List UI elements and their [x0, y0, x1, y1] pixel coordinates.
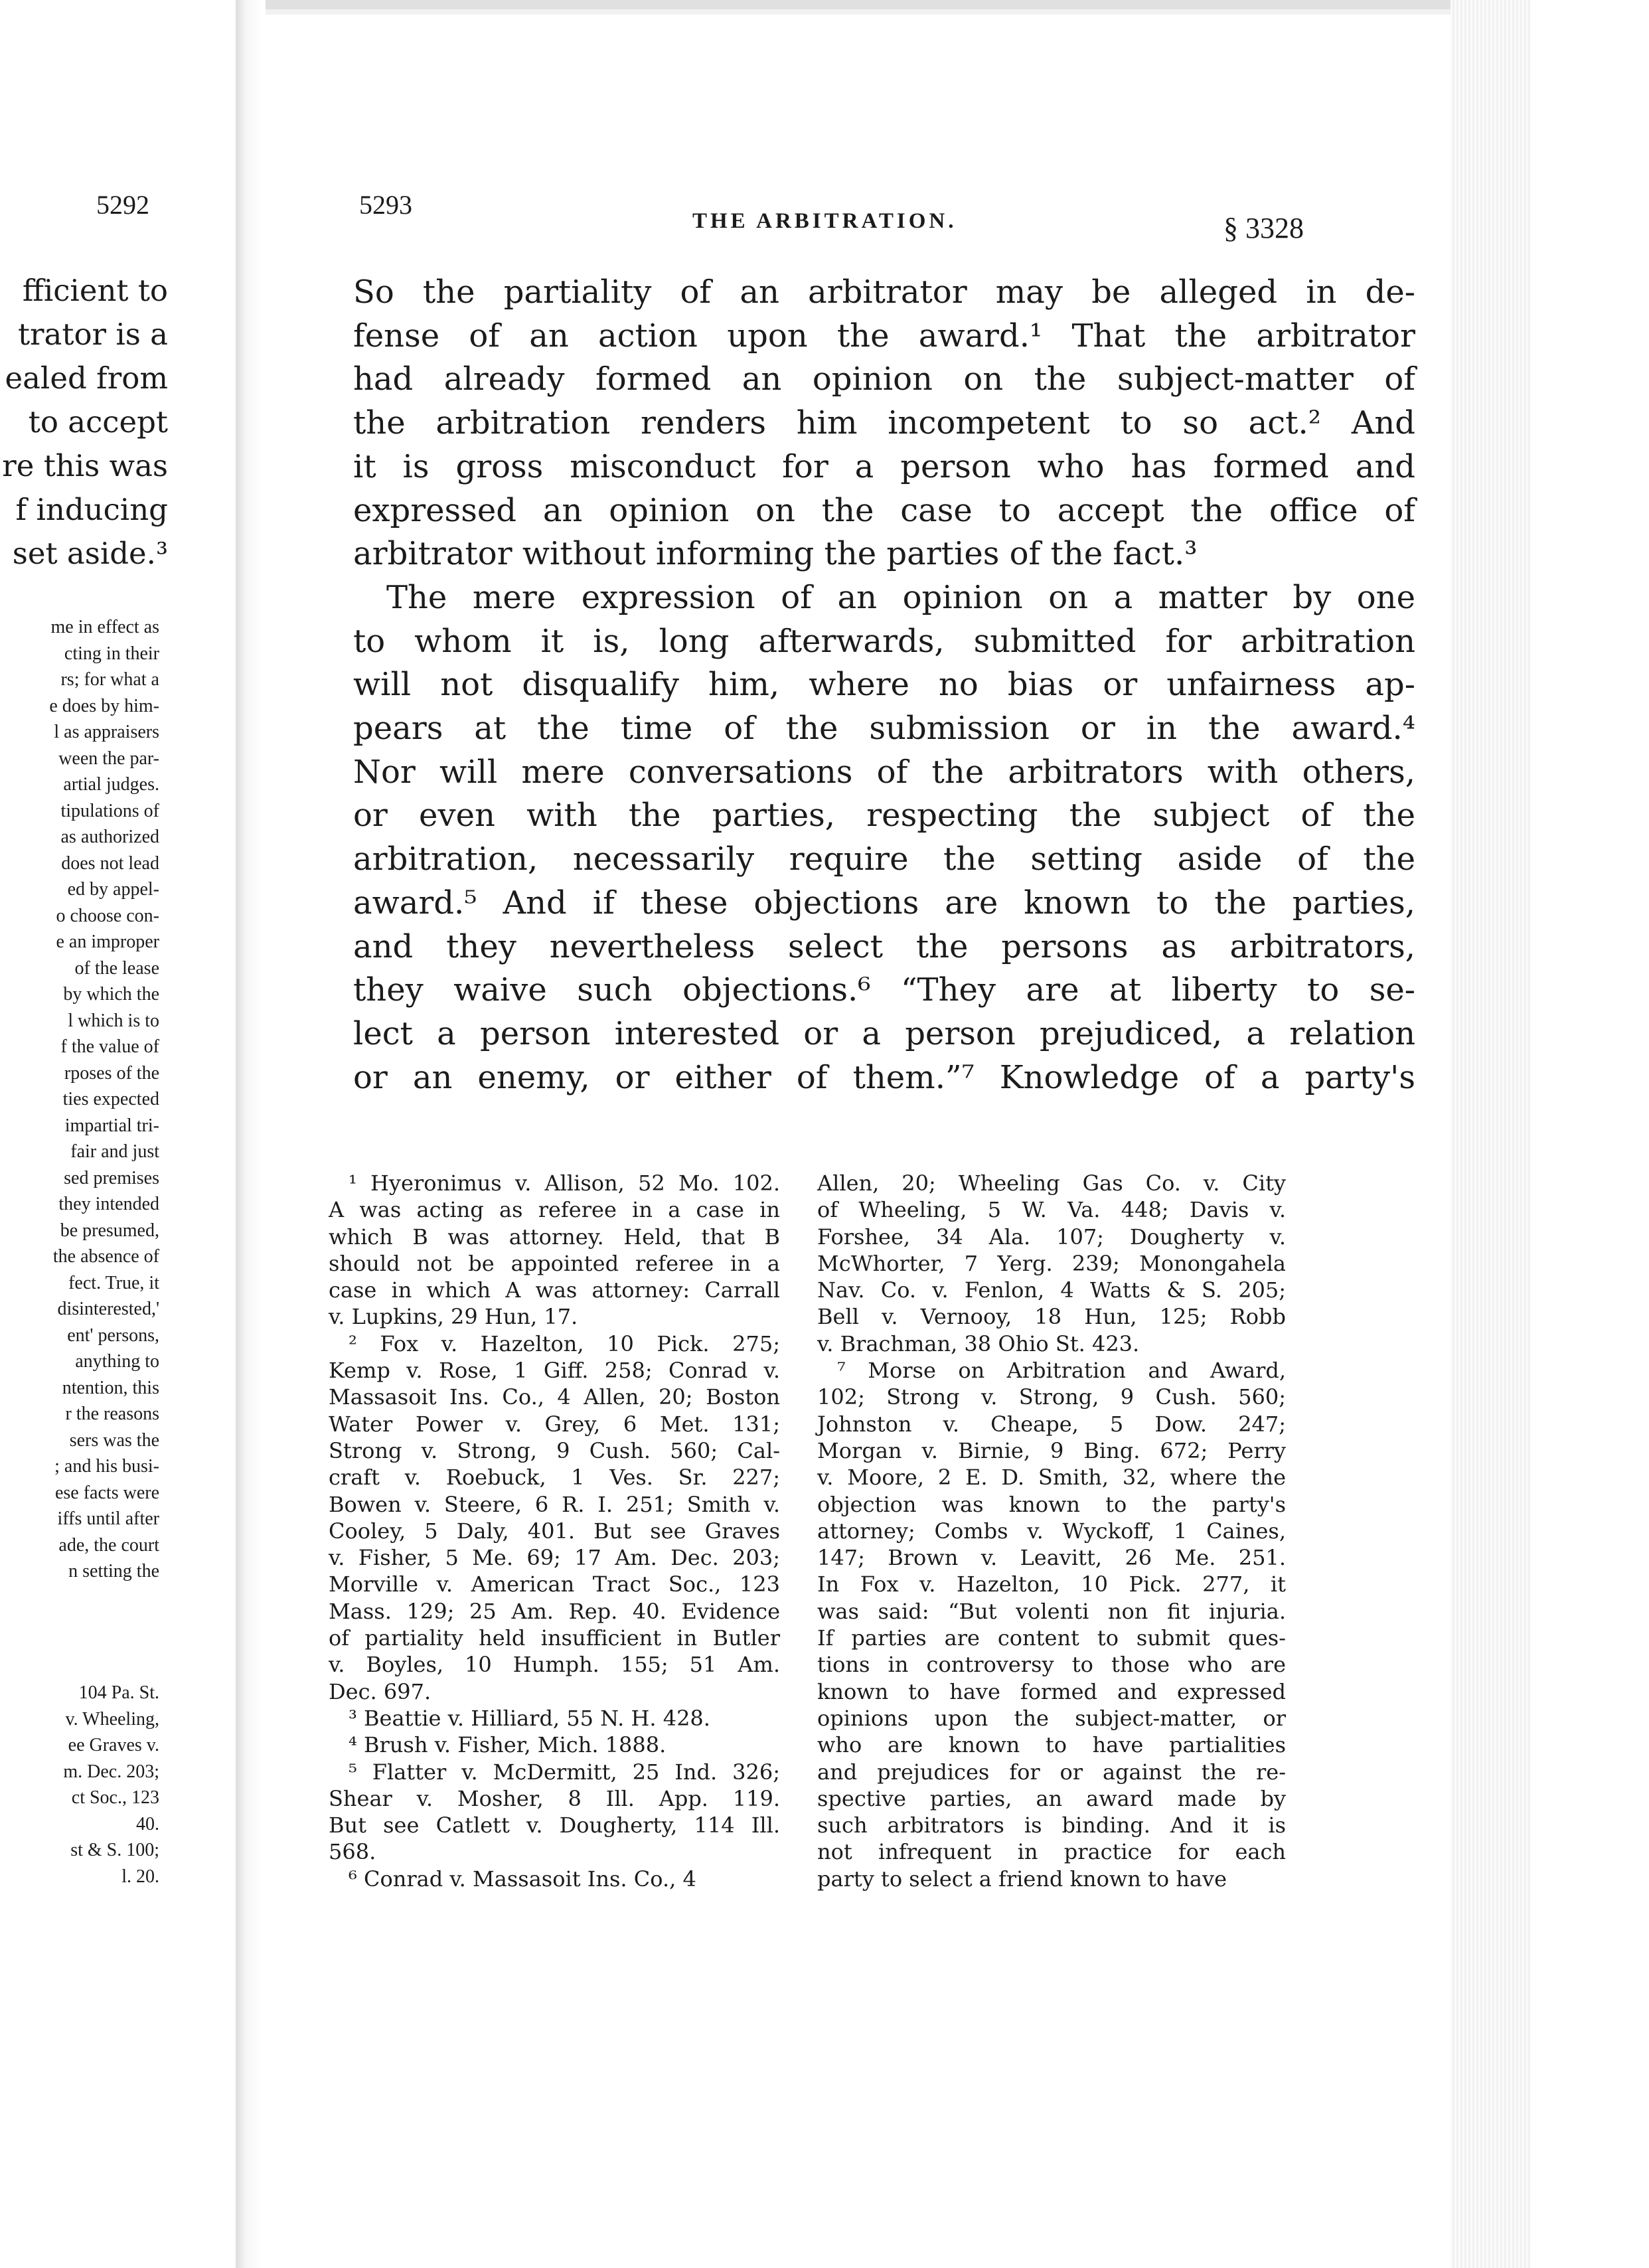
left-page-note-line: impartial tri- [64, 1115, 159, 1136]
footnote-line: of Wheeling, 5 W. Va. 448; Davis v. [817, 1197, 1286, 1223]
footnote-line: 568. [329, 1839, 376, 1865]
footnote-line: Water Power v. Grey, 6 Met. 131; [329, 1411, 780, 1437]
footnote-line: Mass. 129; 25 Am. Rep. 40. Evidence [329, 1598, 780, 1624]
text-line: arbitration, necessarily require the setting aside of the [353, 841, 1415, 878]
footnote-line: v. Moore, 2 E. D. Smith, 32, where the [817, 1465, 1286, 1491]
footnote-line: Allen, 20; Wheeling Gas Co. v. City [817, 1171, 1286, 1196]
left-page-note-line: ese facts were [54, 1482, 159, 1503]
left-page-note-line: as authorized [60, 827, 159, 847]
left-page-note-line: the absence of [52, 1246, 159, 1267]
footnote-line: v. Boyles, 10 Humph. 155; 51 Am. [329, 1652, 780, 1678]
footnote-line: A was acting as referee in a case in [329, 1197, 780, 1223]
footnote-line: Bell v. Vernooy, 18 Hun, 125; Robb [817, 1304, 1286, 1330]
left-page-note-line: artial judges. [63, 774, 159, 795]
text-line: or an enemy, or either of them.”⁷ Knowledge of a party's [353, 1058, 1415, 1096]
text-line: had already formed an opinion on the subject-matter of [353, 361, 1415, 398]
left-page-note-line: iffs until after [57, 1508, 159, 1529]
footnote-line: tions in controversy to those who are [817, 1652, 1286, 1678]
left-page-body [2, 269, 168, 576]
footnote-line: attorney; Combs v. Wyckoff, 1 Caines, [817, 1518, 1286, 1544]
footnote-line: opinions upon the subject-matter, or [817, 1705, 1286, 1731]
footnote-line: not infrequent in practice for each [817, 1839, 1286, 1865]
left-page-note-line: ween the par- [58, 748, 159, 769]
left-page-note-line: ntention, this [62, 1377, 159, 1398]
text-line: to whom it is, long afterwards, submitted for arbitration [353, 622, 1415, 660]
left-page-note-line: ent' persons, [67, 1325, 159, 1346]
footnote-line: craft v. Roebuck, 1 Ves. Sr. 227; [329, 1465, 780, 1491]
left-page-citation-line: ee Graves v. [68, 1735, 159, 1755]
right-page-number: 5293 [359, 190, 412, 220]
left-page-note-line: ties expected [62, 1089, 159, 1109]
footnote-line: should not be appointed referee in a [329, 1250, 780, 1276]
footnote-line: ³ Beattie v. Hilliard, 55 N. H. 428. [349, 1705, 710, 1731]
footnote-line: Forshee, 34 Ala. 107; Dougherty v. [817, 1224, 1286, 1250]
left-page-note-line: f the value of [60, 1036, 159, 1057]
footnote-line: Dec. 697. [329, 1678, 432, 1704]
footnote-line: ⁷ Morse on Arbitration and Award, [837, 1358, 1286, 1384]
footnote-line: and prejudices for or against the re- [817, 1759, 1286, 1785]
left-page-note-line: by which the [63, 984, 159, 1005]
footnote-line: ² Fox v. Hazelton, 10 Pick. 275; [349, 1331, 780, 1356]
footnote-line: objection was known to the party's [817, 1491, 1286, 1517]
footnote-line: such arbitrators is binding. And it is [817, 1813, 1286, 1838]
left-page [0, 0, 242, 2268]
footnote-line: Morville v. American Tract Soc., 123 [329, 1572, 780, 1597]
text-line: will not disqualify him, where no bias or unfairness ap- [353, 666, 1415, 704]
left-page-note-line: they intended [58, 1194, 159, 1214]
left-page-note-line: n setting the [68, 1561, 159, 1581]
left-page-text-line: trator is a [17, 317, 168, 352]
footnotes-column-right [817, 1170, 1286, 1892]
footnote-line: Kemp v. Rose, 1 Giff. 258; Conrad v. [329, 1358, 780, 1384]
left-page-text-line: to accept [28, 404, 168, 440]
footnote-line: v. Fisher, 5 Me. 69; 17 Am. Dec. 203; [329, 1545, 780, 1571]
book-gutter [236, 0, 262, 2268]
left-page-note-line: e an improper [56, 932, 159, 952]
left-page-note-line: disinterested,' [57, 1299, 159, 1319]
left-page-note-line: cting in their [64, 643, 159, 664]
footnote-line: of partiality held insufficient in Butler [329, 1625, 780, 1651]
text-line: or even with the parties, respecting the subject of the [353, 797, 1415, 835]
left-page-citation-line: ct Soc., 123 [71, 1787, 159, 1808]
page-stack-lines [1451, 0, 1530, 2268]
left-page-note-line: r the reasons [65, 1404, 159, 1424]
left-page-number: 5292 [96, 190, 149, 220]
footnote-line: ⁵ Flatter v. McDermitt, 25 Ind. 326; [349, 1759, 780, 1785]
left-page-note-line: rposes of the [64, 1062, 159, 1084]
left-page-note-line: me in effect as [50, 617, 159, 637]
left-page-note-line: fect. True, it [68, 1272, 159, 1293]
left-page-note-line: be presumed, [60, 1220, 159, 1241]
footnote-line: If parties are content to submit ques- [817, 1625, 1286, 1651]
left-page-citation-line: st & S. 100; [70, 1840, 159, 1860]
footnote-line: Johnston v. Cheape, 5 Dow. 247; [817, 1411, 1286, 1437]
left-page-citations [63, 1680, 159, 1890]
left-page-note-line: anything to [75, 1351, 159, 1372]
left-page-note-line: l which is to [68, 1010, 159, 1031]
left-page-text-line: ealed from [5, 361, 168, 396]
left-page-note-line: e does by him- [49, 695, 159, 716]
footnote-line: known to have formed and expressed [817, 1678, 1286, 1704]
footnote-line: which B was attorney. Held, that B [329, 1224, 780, 1250]
section-number: § 3328 [1223, 212, 1304, 244]
left-page-note-line: ; and his busi- [54, 1456, 159, 1477]
left-page-notes [49, 614, 159, 1585]
left-page-note-line: does not lead [61, 852, 159, 874]
left-page-note-line: of the lease [74, 957, 159, 979]
text-line: lect a person interested or a person prejudiced, a relation [353, 1014, 1415, 1052]
left-page-citation-line: 104 Pa. St. [78, 1682, 159, 1703]
footnote-line: party to select a friend known to have [817, 1866, 1227, 1892]
footnote-line: ⁶ Conrad v. Massasoit Ins. Co., 4 [349, 1866, 696, 1892]
text-line: expressed an opinion on the case to accept the office of [353, 491, 1415, 529]
footnote-line: 102; Strong v. Strong, 9 Cush. 560; [817, 1384, 1286, 1410]
left-page-note-line: l as appraisers [54, 722, 159, 742]
left-page-note-line: sed premises [64, 1167, 159, 1188]
text-line: So the partiality of an arbitrator may be alleged in de- [353, 274, 1415, 311]
left-page-note-line: sers was the [69, 1429, 159, 1451]
footnote-line: But see Catlett v. Dougherty, 114 Ill. [329, 1813, 780, 1838]
main-text [353, 271, 1415, 1099]
right-page [262, 0, 1451, 2268]
footnote-line: case in which A was attorney: Carrall [329, 1277, 780, 1303]
left-page-citation-line: l. 20. [121, 1866, 159, 1887]
footnote-line: Shear v. Mosher, 8 Ill. App. 119. [329, 1785, 780, 1811]
left-page-citation-line: m. Dec. 203; [63, 1761, 159, 1782]
footnote-line: In Fox v. Hazelton, 10 Pick. 277, it [817, 1572, 1286, 1597]
footnote-line: Massasoit Ins. Co., 4 Allen, 20; Boston [329, 1384, 780, 1410]
footnote-line: Cooley, 5 Daly, 401. But see Graves [329, 1518, 780, 1544]
footnote-line: Morgan v. Birnie, 9 Bing. 672; Perry [817, 1437, 1286, 1463]
text-line: pears at the time of the submission or in the award.⁴ [353, 710, 1415, 748]
left-page-note-line: ed by appel- [67, 879, 159, 900]
text-line: the arbitration renders him incompetent to so act.² And [353, 404, 1415, 442]
footnotes-column-left [329, 1170, 780, 1892]
left-page-text-line: set aside.³ [12, 536, 168, 571]
left-page-text-line: fficient to [22, 273, 168, 308]
footnote-line: who are known to have partialities [817, 1732, 1286, 1758]
left-page-note-line: rs; for what a [60, 669, 159, 690]
left-page-text-line: re this was [2, 448, 168, 483]
left-page-note-line: o choose con- [56, 905, 159, 926]
left-page-text-line: f inducing [15, 492, 168, 527]
footnote-line: Bowen v. Steere, 6 R. I. 251; Smith v. [329, 1491, 780, 1517]
text-line: and they nevertheless select the persons as arbitrators, [353, 928, 1415, 965]
footnote-line: ¹ Hyeronimus v. Allison, 52 Mo. 102. [349, 1171, 780, 1196]
text-line: award.⁵ And if these objections are known to the parties, [353, 884, 1415, 922]
text-line: it is gross misconduct for a person who has formed and [353, 447, 1415, 485]
footnote-line: Nav. Co. v. Fenlon, 4 Watts & S. 205; [817, 1277, 1286, 1303]
text-line: Nor will mere conversations of the arbitrators with others, [353, 753, 1415, 791]
left-page-citation-line: 40. [136, 1813, 159, 1834]
text-line: arbitrator without informing the parties of the fact.³ [353, 535, 1198, 573]
footnote-line: spective parties, an award made by [817, 1785, 1286, 1811]
left-page-note-line: fair and just [70, 1141, 159, 1162]
footnote-line: ⁴ Brush v. Fisher, Mich. 1888. [349, 1732, 667, 1758]
footnote-line: Strong v. Strong, 9 Cush. 560; Cal- [329, 1437, 780, 1463]
text-line: they waive such objections.⁶ “They are at liberty to se- [353, 971, 1415, 1009]
footnote-line: 147; Brown v. Leavitt, 26 Me. 251. [817, 1545, 1286, 1571]
footnote-line: was said: “But volenti non fit injuria. [817, 1598, 1286, 1624]
running-title: THE ARBITRATION. [692, 209, 957, 233]
left-page-citation-line: v. Wheeling, [65, 1708, 159, 1730]
text-line: The mere expression of an opinion on a matter by one [386, 578, 1415, 616]
footnote-line: v. Lupkins, 29 Hun, 17. [329, 1304, 578, 1330]
left-page-note-line: ade, the court [58, 1534, 159, 1556]
left-page-note-line: tipulations of [60, 800, 159, 821]
footnote-line: McWhorter, 7 Yerg. 239; Monongahela [817, 1250, 1286, 1276]
footnote-line: v. Brachman, 38 Ohio St. 423. [817, 1331, 1140, 1356]
text-line: fense of an action upon the award.¹ That the arbitrator [353, 317, 1415, 355]
